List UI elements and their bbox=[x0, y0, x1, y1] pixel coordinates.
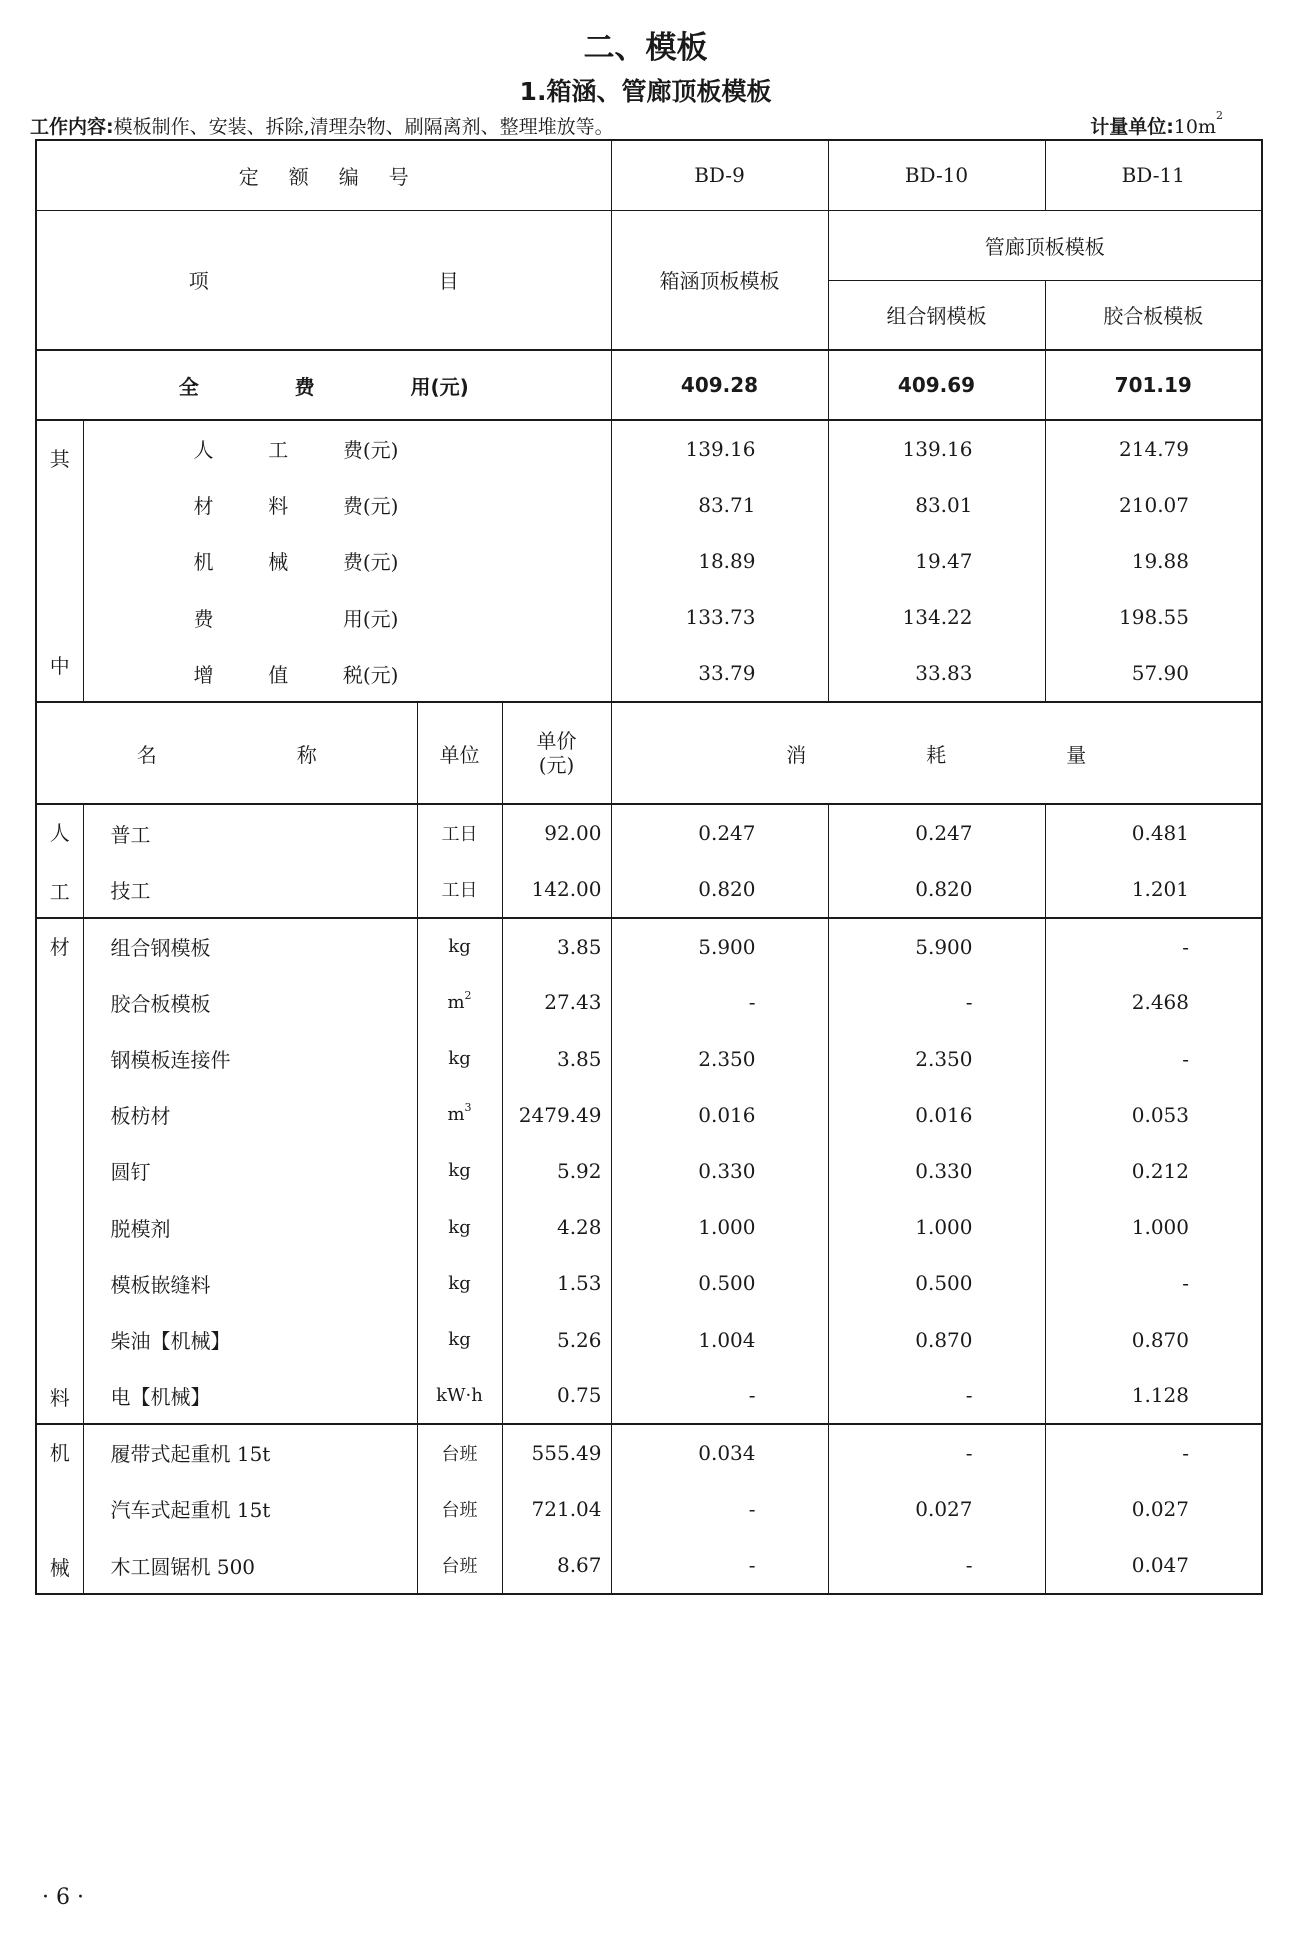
material-unit: $m^2$ bbox=[417, 974, 502, 1030]
machine-unit: 台班 bbox=[417, 1424, 502, 1481]
breakdown-label-part: 费(元) bbox=[342, 550, 399, 575]
measure-unit bbox=[1090, 109, 1223, 139]
machine-row bbox=[36, 1424, 1262, 1481]
breakdown-label bbox=[83, 589, 611, 645]
table-title: 1.箱涵、管廊顶板模板 bbox=[519, 77, 772, 106]
total-value-2: 409.69 bbox=[828, 350, 1045, 420]
material-unit: kg bbox=[417, 1255, 502, 1311]
material-price: 27.43 bbox=[502, 974, 611, 1030]
material-row bbox=[36, 1087, 1262, 1143]
machine-unit: 台班 bbox=[417, 1481, 502, 1538]
material-value-1: 1.004 bbox=[611, 1312, 828, 1368]
material-value-2: - bbox=[828, 974, 1045, 1030]
labor-value-2: 0.247 bbox=[828, 804, 1045, 861]
code-label-char: 定 bbox=[238, 164, 259, 189]
breakdown-label-part: 费(元) bbox=[342, 494, 399, 519]
breakdown-label-part: 材 bbox=[193, 494, 214, 519]
section-title: 二、模板 bbox=[583, 30, 708, 66]
material-unit: kW·h bbox=[417, 1368, 502, 1424]
res-consumption-header bbox=[611, 702, 1262, 804]
material-unit: kg bbox=[417, 1030, 502, 1086]
breakdown-label-part: 人 bbox=[193, 438, 214, 463]
labor-side-label bbox=[36, 804, 83, 918]
measure-unit-value: 10m bbox=[1173, 116, 1216, 138]
col-header-3: 胶合板模板 bbox=[1045, 280, 1262, 350]
material-row bbox=[36, 1312, 1262, 1368]
material-row bbox=[36, 1368, 1262, 1424]
material-side-top: 材 bbox=[49, 935, 70, 959]
labor-value-1: 0.820 bbox=[611, 861, 828, 918]
code-label-char: 号 bbox=[388, 164, 409, 189]
material-name: 柴油【机械】 bbox=[83, 1312, 417, 1368]
breakdown-value-3: 214.79 bbox=[1045, 420, 1262, 476]
labor-price: 142.00 bbox=[502, 861, 611, 918]
material-row bbox=[36, 1030, 1262, 1086]
material-side-label bbox=[36, 918, 83, 1424]
breakdown-label-part: 值 bbox=[268, 662, 289, 687]
material-name: 板枋材 bbox=[83, 1087, 417, 1143]
breakdown-label-part: 增 bbox=[193, 662, 214, 687]
material-value-3: 0.870 bbox=[1045, 1312, 1262, 1368]
material-value-1: 1.000 bbox=[611, 1199, 828, 1255]
res-consumption-2: 耗 bbox=[926, 742, 947, 767]
machine-section bbox=[36, 1424, 1262, 1594]
breakdown-value-2: 33.83 bbox=[828, 646, 1045, 702]
labor-side-top: 人 bbox=[49, 821, 70, 845]
labor-value-1: 0.247 bbox=[611, 804, 828, 861]
labor-row bbox=[36, 804, 1262, 861]
res-name-1: 名 bbox=[136, 742, 157, 767]
labor-value-3: 1.201 bbox=[1045, 861, 1262, 918]
labor-row bbox=[36, 861, 1262, 918]
labor-name: 技工 bbox=[83, 861, 417, 918]
resource-header-row bbox=[36, 702, 1262, 804]
measure-unit-sup: 2 bbox=[1216, 109, 1223, 122]
breakdown-label-part: 料 bbox=[268, 494, 289, 519]
material-price: 4.28 bbox=[502, 1199, 611, 1255]
material-unit-sup: 3 bbox=[464, 1101, 472, 1115]
total-label-cell bbox=[36, 350, 611, 420]
labor-section bbox=[36, 804, 1262, 918]
material-value-2: 0.016 bbox=[828, 1087, 1045, 1143]
labor-value-3: 0.481 bbox=[1045, 804, 1262, 861]
machine-price: 721.04 bbox=[502, 1481, 611, 1538]
material-value-3: 0.212 bbox=[1045, 1143, 1262, 1199]
material-value-2: 0.870 bbox=[828, 1312, 1045, 1368]
item-label-2: 目 bbox=[438, 269, 459, 294]
material-value-2: 5.900 bbox=[828, 918, 1045, 974]
material-side-bottom: 料 bbox=[49, 1386, 70, 1410]
code-label-char: 额 bbox=[288, 164, 309, 189]
breakdown-value-1: 83.71 bbox=[611, 476, 828, 532]
breakdown-value-1: 133.73 bbox=[611, 589, 828, 645]
material-price: 0.75 bbox=[502, 1368, 611, 1424]
material-unit: kg bbox=[417, 1312, 502, 1368]
material-name: 组合钢模板 bbox=[83, 918, 417, 974]
machine-value-3: 0.047 bbox=[1045, 1537, 1262, 1594]
breakdown-label bbox=[83, 420, 611, 476]
breakdown-value-3: 19.88 bbox=[1045, 533, 1262, 589]
material-price: 1.53 bbox=[502, 1255, 611, 1311]
material-name: 模板嵌缝料 bbox=[83, 1255, 417, 1311]
material-price: 3.85 bbox=[502, 1030, 611, 1086]
machine-value-1: - bbox=[611, 1537, 828, 1594]
breakdown-section bbox=[36, 420, 1262, 702]
breakdown-value-2: 83.01 bbox=[828, 476, 1045, 532]
labor-price: 92.00 bbox=[502, 804, 611, 861]
material-value-1: - bbox=[611, 974, 828, 1030]
breakdown-label-part: 费 bbox=[193, 606, 214, 631]
material-name: 圆钉 bbox=[83, 1143, 417, 1199]
breakdown-row bbox=[36, 420, 1262, 476]
item-header-row-1 bbox=[36, 210, 1262, 280]
res-name-header bbox=[36, 702, 417, 804]
measure-unit-label: 计量单位: bbox=[1090, 116, 1174, 138]
res-consumption-3: 量 bbox=[1066, 742, 1087, 767]
work-content-label: 工作内容: bbox=[30, 116, 114, 138]
material-unit: kg bbox=[417, 1143, 502, 1199]
material-section bbox=[36, 918, 1262, 1424]
breakdown-side-top: 其 bbox=[49, 447, 70, 471]
breakdown-row bbox=[36, 533, 1262, 589]
item-label-1: 项 bbox=[188, 269, 209, 294]
col-group-header: 管廊顶板模板 bbox=[828, 210, 1262, 280]
machine-side-top: 机 bbox=[49, 1441, 70, 1465]
material-value-3: - bbox=[1045, 1255, 1262, 1311]
page-number: · 6 · bbox=[42, 1885, 84, 1910]
material-value-1: 5.900 bbox=[611, 918, 828, 974]
machine-row bbox=[36, 1481, 1262, 1538]
material-value-1: 0.016 bbox=[611, 1087, 828, 1143]
machine-side-label bbox=[36, 1424, 83, 1594]
labor-unit: 工日 bbox=[417, 861, 502, 918]
machine-value-1: 0.034 bbox=[611, 1424, 828, 1481]
material-unit-sup: 2 bbox=[464, 988, 472, 1002]
breakdown-value-3: 198.55 bbox=[1045, 589, 1262, 645]
breakdown-label-part: 机 bbox=[193, 550, 214, 575]
breakdown-label-part: 费(元) bbox=[342, 438, 399, 463]
breakdown-row bbox=[36, 476, 1262, 532]
breakdown-value-3: 210.07 bbox=[1045, 476, 1262, 532]
machine-name: 汽车式起重机 15t bbox=[83, 1481, 417, 1538]
breakdown-label-part: 用(元) bbox=[342, 606, 399, 631]
machine-value-1: - bbox=[611, 1481, 828, 1538]
material-price: 5.26 bbox=[502, 1312, 611, 1368]
machine-side-bottom: 械 bbox=[49, 1556, 70, 1580]
machine-unit: 台班 bbox=[417, 1537, 502, 1594]
breakdown-value-1: 33.79 bbox=[611, 646, 828, 702]
material-name: 脱模剂 bbox=[83, 1199, 417, 1255]
material-unit: $m^3$ bbox=[417, 1087, 502, 1143]
material-value-2: - bbox=[828, 1368, 1045, 1424]
code-row bbox=[36, 140, 1262, 210]
breakdown-value-2: 139.16 bbox=[828, 420, 1045, 476]
machine-name: 木工圆锯机 500 bbox=[83, 1537, 417, 1594]
machine-name: 履带式起重机 15t bbox=[83, 1424, 417, 1481]
res-name-2: 称 bbox=[296, 742, 317, 767]
quota-table bbox=[35, 139, 1263, 1595]
machine-value-3: 0.027 bbox=[1045, 1481, 1262, 1538]
code-label-char: 编 bbox=[338, 164, 359, 189]
breakdown-value-3: 57.90 bbox=[1045, 646, 1262, 702]
total-label-1: 全 bbox=[178, 374, 199, 399]
material-value-1: - bbox=[611, 1368, 828, 1424]
material-value-2: 1.000 bbox=[828, 1199, 1045, 1255]
material-value-1: 2.350 bbox=[611, 1030, 828, 1086]
breakdown-label bbox=[83, 533, 611, 589]
labor-value-2: 0.820 bbox=[828, 861, 1045, 918]
material-price: 2479.49 bbox=[502, 1087, 611, 1143]
breakdown-value-2: 19.47 bbox=[828, 533, 1045, 589]
material-value-3: - bbox=[1045, 1030, 1262, 1086]
breakdown-label bbox=[83, 476, 611, 532]
material-name: 胶合板模板 bbox=[83, 974, 417, 1030]
breakdown-label-part: 税(元) bbox=[342, 662, 399, 687]
col-header-2: 组合钢模板 bbox=[828, 280, 1045, 350]
material-unit: kg bbox=[417, 918, 502, 974]
machine-value-2: - bbox=[828, 1424, 1045, 1481]
breakdown-side-label bbox=[36, 420, 83, 702]
breakdown-side-bottom: 中 bbox=[49, 654, 70, 678]
material-value-1: 0.330 bbox=[611, 1143, 828, 1199]
machine-row bbox=[36, 1537, 1262, 1594]
material-price: 5.92 bbox=[502, 1143, 611, 1199]
material-value-3: 2.468 bbox=[1045, 974, 1262, 1030]
res-consumption-1: 消 bbox=[786, 742, 807, 767]
total-value-3: 701.19 bbox=[1045, 350, 1262, 420]
res-price-header bbox=[502, 702, 611, 804]
code-1: BD-9 bbox=[611, 140, 828, 210]
res-price-top: 单价 bbox=[536, 729, 577, 753]
machine-price: 8.67 bbox=[502, 1537, 611, 1594]
material-value-3: - bbox=[1045, 918, 1262, 974]
labor-name: 普工 bbox=[83, 804, 417, 861]
machine-price: 555.49 bbox=[502, 1424, 611, 1481]
material-row bbox=[36, 918, 1262, 974]
code-2: BD-10 bbox=[828, 140, 1045, 210]
material-value-2: 0.500 bbox=[828, 1255, 1045, 1311]
code-label-cell bbox=[36, 140, 611, 210]
breakdown-label-part: 工 bbox=[268, 438, 289, 463]
machine-value-3: - bbox=[1045, 1424, 1262, 1481]
machine-value-2: - bbox=[828, 1537, 1045, 1594]
material-row bbox=[36, 974, 1262, 1030]
material-value-2: 2.350 bbox=[828, 1030, 1045, 1086]
machine-value-2: 0.027 bbox=[828, 1481, 1045, 1538]
material-value-2: 0.330 bbox=[828, 1143, 1045, 1199]
material-row bbox=[36, 1143, 1262, 1199]
material-value-3: 1.000 bbox=[1045, 1199, 1262, 1255]
breakdown-value-1: 139.16 bbox=[611, 420, 828, 476]
breakdown-value-1: 18.89 bbox=[611, 533, 828, 589]
breakdown-row bbox=[36, 589, 1262, 645]
item-label-cell bbox=[36, 210, 611, 350]
labor-unit: 工日 bbox=[417, 804, 502, 861]
code-label bbox=[239, 161, 409, 190]
material-row bbox=[36, 1199, 1262, 1255]
col-header-1: 箱涵顶板模板 bbox=[611, 210, 828, 350]
breakdown-row bbox=[36, 646, 1262, 702]
material-price: 3.85 bbox=[502, 918, 611, 974]
res-price-bottom: (元) bbox=[538, 753, 575, 777]
material-value-3: 0.053 bbox=[1045, 1087, 1262, 1143]
work-content bbox=[30, 112, 614, 139]
material-unit: kg bbox=[417, 1199, 502, 1255]
work-content-text: 模板制作、安装、拆除,清理杂物、刷隔离剂、整理堆放等。 bbox=[113, 116, 614, 138]
material-name: 电【机械】 bbox=[83, 1368, 417, 1424]
total-label-2: 费 bbox=[294, 374, 315, 399]
material-name: 钢模板连接件 bbox=[83, 1030, 417, 1086]
material-value-1: 0.500 bbox=[611, 1255, 828, 1311]
total-value-1: 409.28 bbox=[611, 350, 828, 420]
breakdown-label bbox=[83, 646, 611, 702]
total-row bbox=[36, 350, 1262, 420]
breakdown-label-part: 械 bbox=[268, 550, 289, 575]
labor-side-bottom: 工 bbox=[49, 880, 70, 904]
code-3: BD-11 bbox=[1045, 140, 1262, 210]
breakdown-value-2: 134.22 bbox=[828, 589, 1045, 645]
material-row bbox=[36, 1255, 1262, 1311]
total-label-3: 用(元) bbox=[410, 374, 469, 399]
material-value-3: 1.128 bbox=[1045, 1368, 1262, 1424]
res-unit-header: 单位 bbox=[417, 702, 502, 804]
